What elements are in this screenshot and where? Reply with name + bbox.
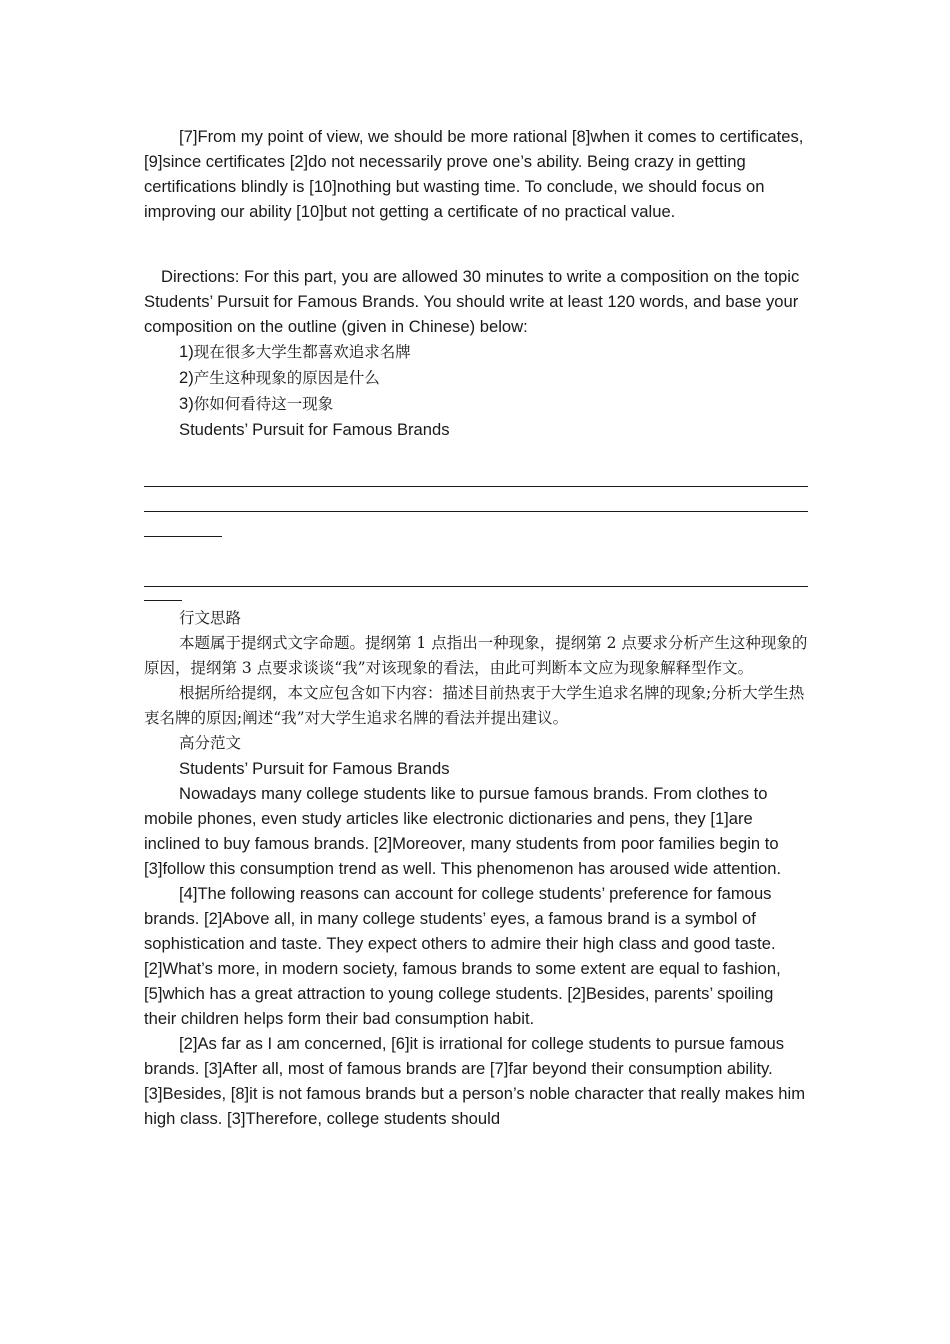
sample-title: Students’ Pursuit for Famous Brands [179,759,450,778]
spacer [144,224,808,264]
answer-line [144,467,808,492]
answer-line [144,592,808,606]
spacer [144,442,808,467]
sample-heading: 高分范文 [179,734,242,752]
sample-paragraph-2: [4]The following reasons can account for college students’ preference for famous brands. [2]Above all, in many college students’ eyes, a famous brand is a symbol of sophistication and taste. They expect others to admire their high class and good taste. [2]What’s more, in modern society, famous brands to some extent are equal to fashion, [5]which has a great attraction to young college students. [2]Besides, parents’ spoiling their children helps form their bad consumption habit. [144,884,781,1028]
answer-line [144,492,808,517]
sample-paragraph-3: [2]As far as I am concerned, [6]it is irrational for college students to pursue famous brands. [3]After all, most of famous brands are [7]far beyond their consumption ability. [3]Besides, [8]it is not famous brands but a person’s noble character that really makes him high class. [3]Therefore, college students should [144,1034,806,1128]
intro-paragraph: [7]From my point of view, we should be more rational [8]when it comes to certificates, [9]since certificates [2]do not necessarily prove one’s ability. Being crazy in getting certifications blindly is [10]nothing but wasting time. To conclude, we should focus on improving our ability [10]but not getting a certificate of no practical value. [144,127,804,221]
outline-item-1: 1)现在很多大学生都喜欢追求名牌 [179,342,411,361]
analysis-paragraph-1: 本题属于提纲式文字命题。提纲第 1 点指出一种现象，提纲第 2 点要求分析产生这种现象的原因，提纲第 3 点要求谈谈“我”对该现象的看法，由此可判断本文应为现象解释型作文。 [144,634,808,677]
analysis-paragraph-2: 根据所给提纲，本文应包含如下内容：描述目前热衷于大学生追求名牌的现象;分析大学生热衷名牌的原因;阐述“我”对大学生追求名牌的看法并提出建议。 [144,684,805,727]
answer-line [144,517,808,542]
outline-item-3: 3)你如何看待这一现象 [179,394,334,413]
sample-paragraph-1: Nowadays many college students like to pursue famous brands. From clothes to mobile phones, even study articles like electronic dictionaries and pens, they [1]are inclined to buy famous brands. [2]Moreover, many students from poor families begin to [3]follow this consumption trend as well. This phenomenon has aroused wide attention. [144,784,782,878]
outline-item-2: 2)产生这种现象的原因是什么 [179,368,380,387]
prompt-title: Students’ Pursuit for Famous Brands [179,420,450,439]
document-page [144,124,808,1131]
directions-paragraph: Directions: For this part, you are allowed 30 minutes to write a composition on the topic Students’ Pursuit for Famous Brands. You should write at least 120 words, and base your composition on the outline (given in Chinese) below: [144,267,800,336]
spacer [144,542,808,567]
answer-line [144,567,808,592]
analysis-heading: 行文思路 [179,609,242,627]
